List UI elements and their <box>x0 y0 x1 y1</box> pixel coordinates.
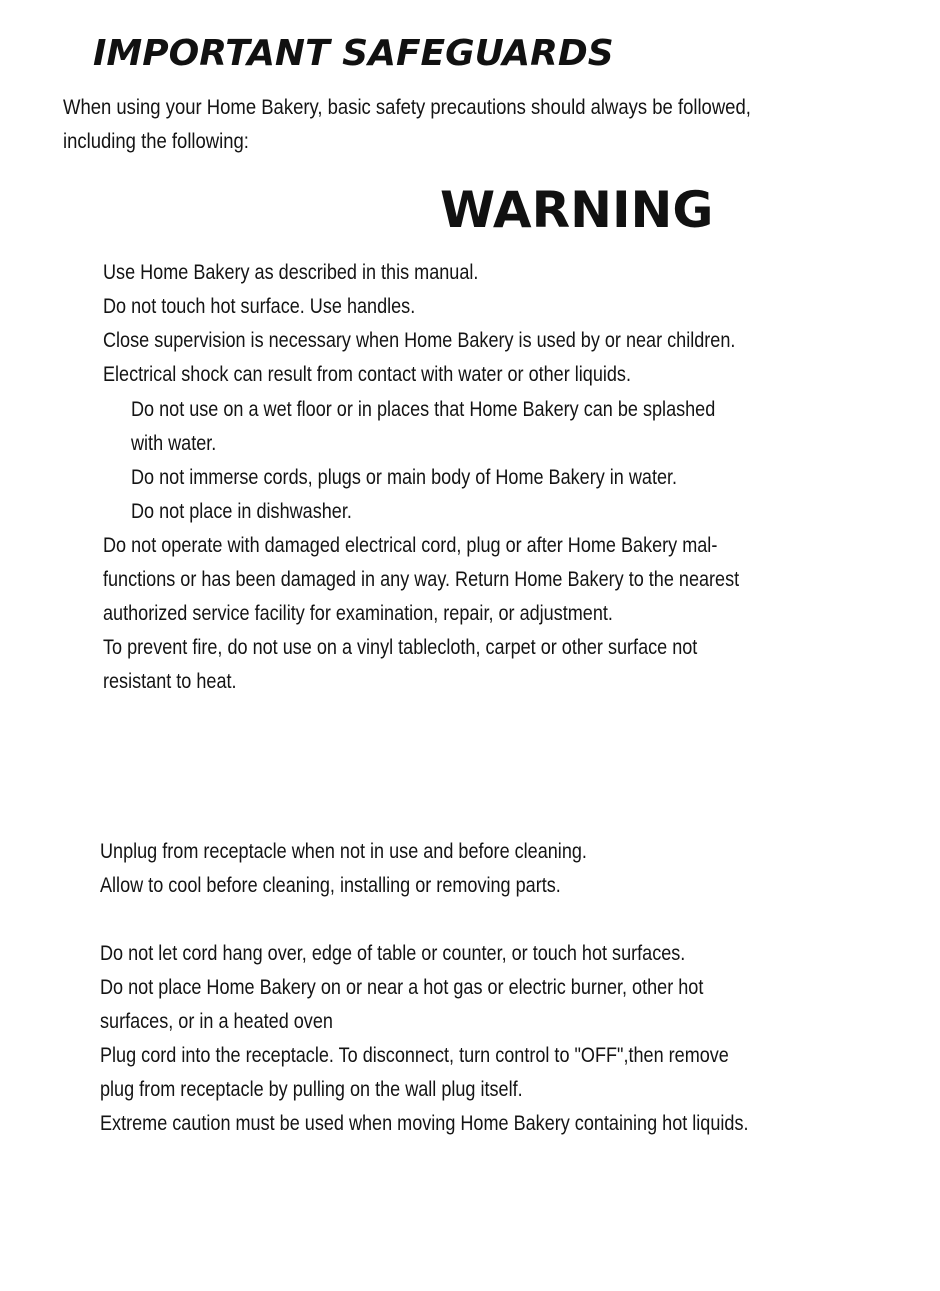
warning-subitem: with water. <box>131 432 217 455</box>
warning-subitem: Do not place in dishwasher. <box>131 500 352 523</box>
intro-line: When using your Home Bakery, basic safety precautions should always be followed, <box>63 96 751 119</box>
warning-item: authorized service facility for examination, repair, or adjustment. <box>103 602 613 625</box>
cord-item: surfaces, or in a heated oven <box>100 1010 333 1033</box>
warning-item: functions or has been damaged in any way. Return Home Bakery to the nearest <box>103 568 740 591</box>
warning-item: Do not touch hot surface. Use handles. <box>103 295 416 318</box>
warning-item: resistant to heat. <box>103 670 237 693</box>
warning-subitem: Do not use on a wet floor or in places that Home Bakery can be splashed <box>131 398 716 421</box>
cord-item: Plug cord into the receptacle. To disconnect, turn control to "OFF",then remove <box>100 1044 729 1067</box>
warning-item: Use Home Bakery as described in this manual. <box>103 261 479 284</box>
warning-item: Electrical shock can result from contact with water or other liquids. <box>103 363 631 386</box>
intro-line: including the following: <box>63 130 249 153</box>
warning-item: Close supervision is necessary when Home Bakery is used by or near children. <box>103 329 736 352</box>
page-title: IMPORTANT SAFEGUARDS <box>93 33 614 74</box>
warning-subitem: Do not immerse cords, plugs or main body of Home Bakery in water. <box>131 466 678 489</box>
cord-item: Do not place Home Bakery on or near a hot gas or electric burner, other hot <box>100 976 704 999</box>
cleaning-item: Unplug from receptacle when not in use and before cleaning. <box>100 840 587 863</box>
warning-item: To prevent fire, do not use on a vinyl tablecloth, carpet or other surface not <box>103 636 698 659</box>
warning-item: Do not operate with damaged electrical cord, plug or after Home Bakery mal- <box>103 534 718 557</box>
cleaning-item: Allow to cool before cleaning, installing or removing parts. <box>100 874 561 897</box>
cord-item: plug from receptacle by pulling on the wall plug itself. <box>100 1078 523 1101</box>
cord-item: Do not let cord hang over, edge of table or counter, or touch hot surfaces. <box>100 942 686 965</box>
warning-heading: WARNING <box>440 181 714 239</box>
cord-item: Extreme caution must be used when moving Home Bakery containing hot liquids. <box>100 1112 749 1135</box>
